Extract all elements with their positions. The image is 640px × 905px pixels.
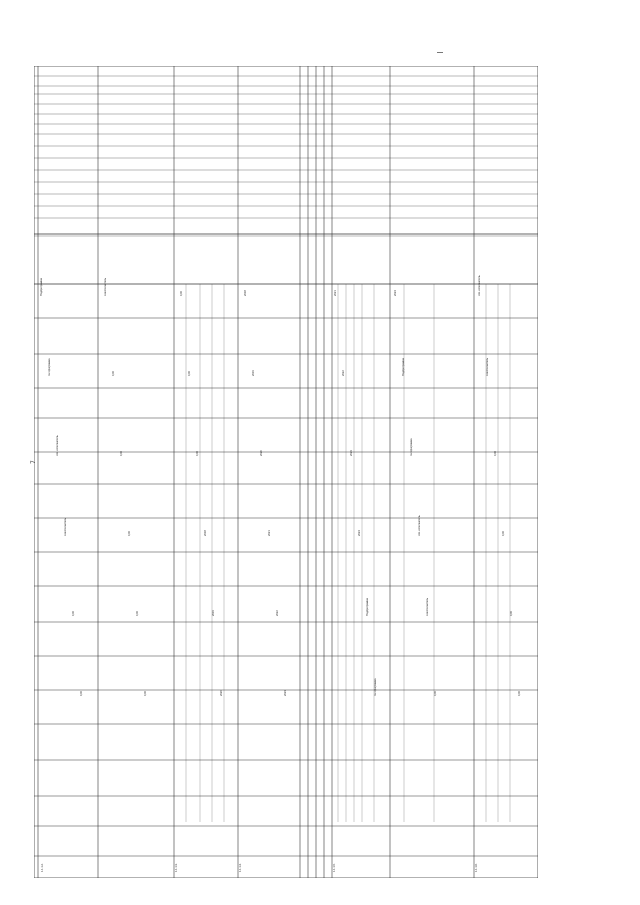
cell-label: 2018 [244, 290, 247, 296]
cell-label: соисполнитель [64, 517, 67, 536]
cell-label: 2022 [342, 370, 345, 376]
scan-mark [437, 52, 443, 53]
cell-label: 0,00 [196, 450, 199, 456]
row-number-label: 1.1.1.2. [41, 863, 44, 872]
cell-label: 0,00 [128, 530, 131, 536]
row-number-label: 1.1.1.4. [239, 863, 242, 872]
page-number: 7 [30, 460, 37, 464]
cell-label: 0,00 [434, 690, 437, 696]
cell-label: 0,00 [72, 610, 75, 616]
cell-label: отв. исполнитель [478, 275, 481, 296]
cell-label: 2021 [334, 290, 337, 296]
cell-label: гос.программа [410, 438, 413, 456]
cell-label: 0,00 [518, 690, 521, 696]
cell-label: соисполнитель [104, 277, 107, 296]
cell-label: 0,00 [120, 450, 123, 456]
cell-label: 0,00 [502, 530, 505, 536]
cell-label: Подпрограмма [40, 278, 43, 296]
cell-label: 0,00 [510, 610, 513, 616]
cell-label: 2020 [260, 450, 263, 456]
cell-label: 0,00 [136, 610, 139, 616]
cell-label: соисполнитель [426, 597, 429, 616]
row-number-label: 1.1.1.3. [175, 863, 178, 872]
cell-label: 0,00 [180, 290, 183, 296]
cell-label: 2019 [252, 370, 255, 376]
row-number-label: 1.1.1.5. [333, 863, 336, 872]
cell-label: 2018 [204, 530, 207, 536]
cell-label: соисполнитель [486, 357, 489, 376]
cell-label: 2023 [284, 690, 287, 696]
cell-label: Подпрограмма [402, 358, 405, 376]
cell-label: 0,00 [80, 690, 83, 696]
cell-label: 2024 [358, 530, 361, 536]
cell-label: отв. исполнитель [418, 515, 421, 536]
cell-label: Подпрограмма [366, 598, 369, 616]
rotated-budget-table [34, 66, 538, 878]
cell-label: 2019 [212, 610, 215, 616]
row-number-label: 1.1.1.6. [475, 863, 478, 872]
cell-label: гос.программа [374, 678, 377, 696]
cell-label: 2020 [220, 690, 223, 696]
cell-label: 0,00 [144, 690, 147, 696]
cell-label: 0,00 [112, 370, 115, 376]
cell-label: 0,00 [188, 370, 191, 376]
cell-label: 2023 [350, 450, 353, 456]
cell-label: 0,00 [494, 450, 497, 456]
cell-label: 2022 [276, 610, 279, 616]
cell-label: отв. исполнитель [56, 435, 59, 456]
cell-label: 2021 [268, 530, 271, 536]
cell-label: 2024 [394, 290, 397, 296]
cell-label: гос.программа [48, 358, 51, 376]
